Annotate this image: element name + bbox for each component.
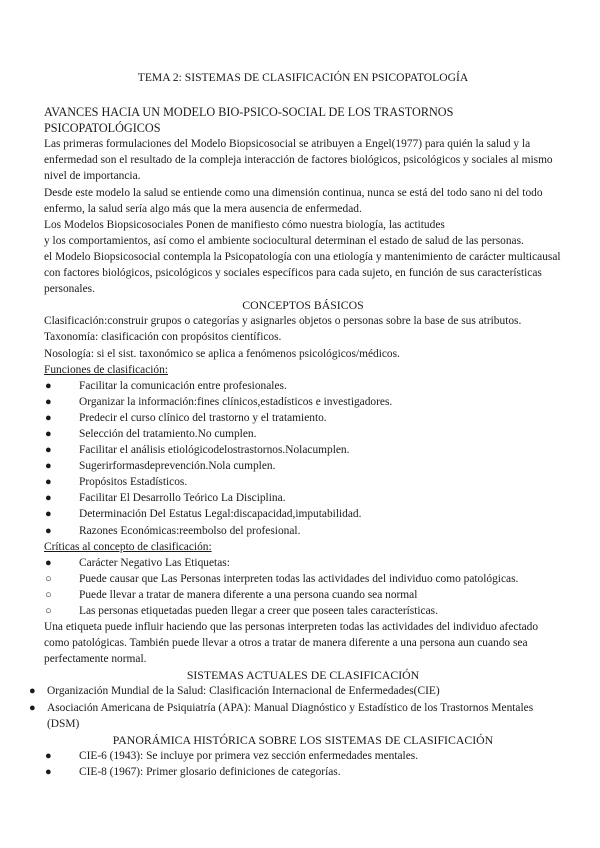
sistemas-heading: SISTEMAS ACTUALES DE CLASIFICACIÓN: [186, 668, 420, 683]
criticas-list: [44, 555, 562, 619]
list-item: [44, 523, 562, 539]
list-item-text: CIE-8 (1967): Primer glosario definiciones de categorías.: [79, 765, 341, 778]
list-item: [44, 426, 562, 442]
list-item-text: Organización Mundial de la Salud: Clasificación Internacional de Enfermedades(CIE): [47, 685, 440, 698]
bullet-icon: ●: [45, 444, 52, 457]
list-item-text: Organizar la información:fines clínicos,estadísticos e investigadores.: [79, 395, 393, 408]
list-item-text: CIE-6 (1943): Se incluye por primera vez sección enfermedades mentales.: [79, 749, 419, 762]
list-item-text: Carácter Negativo Las Etiquetas:: [79, 556, 230, 569]
bullet-icon: ●: [45, 765, 52, 778]
bullet-icon: ●: [29, 685, 36, 698]
bullet-icon: ●: [45, 524, 52, 537]
list-item: [44, 442, 562, 458]
bullet-icon: ●: [45, 476, 52, 489]
list-item-text: Facilitar El Desarrollo Teórico La Disciplina.: [79, 492, 286, 505]
avances-paragraph: Las primeras formulaciones del Modelo Biopsicosocial se atribuyen a Engel(1977) para quién la salud y la enfermedad son el resultado de la compleja interacción de factores biológicos, psicológicos y sociales al mismo nivel de importancia.: [44, 138, 553, 183]
list-item: [44, 474, 562, 490]
list-item: [44, 571, 562, 587]
list-item: [44, 587, 562, 603]
avances-paragraph: Los Modelos Biopsicosociales Ponen de manifiesto cómo nuestra biología, las actitudes: [44, 218, 445, 231]
avances-paragraph: Desde este modelo la salud se entiende como una dimensión continua, nunca se está del todo sano ni del todo enfermo, la salud sería algo más que la mera ausencia de enfermedad.: [44, 186, 543, 215]
list-item-text: Puede causar que Las Personas interpreten todas las actividades del individuo como patológicas.: [79, 572, 519, 585]
definition-line: Nosología: si el sist. taxonómico se aplica a fenómenos psicológicos/médicos.: [44, 347, 400, 360]
circle-bullet-icon: ○: [45, 605, 52, 617]
bullet-icon: ●: [45, 492, 52, 505]
list-item-text: Facilitar el análisis etiológicodelostrastornos.Nolacumplen.: [79, 444, 350, 457]
list-item-text: Puede llevar a tratar de manera diferente a una persona cuando sea normal: [79, 588, 418, 601]
panoramica-list: [44, 748, 562, 780]
list-item: [28, 683, 562, 699]
list-item-text: Sugerirformasdeprevención.Nola cumplen.: [79, 460, 276, 473]
funciones-list: [44, 378, 562, 539]
list-item-text: Propósitos Estadísticos.: [79, 476, 188, 489]
list-item-text: Asociación Americana de Psiquiatría (APA): Manual Diagnóstico y Estadístico de los Trastornos Mentales (DSM): [47, 701, 534, 730]
criticas-paragraph: Una etiqueta puede influir haciendo que las personas interpreten todas las actividades del individuo afectado como patológicas. También puede llevar a otros a tratar de manera diferente a una persona aun cuando sea perfectamente normal.: [44, 621, 539, 666]
bullet-icon: ●: [45, 411, 52, 424]
avances-paragraph: el Modelo Biopsicosocial contempla la Psicopatología con una etiología y mantenimiento de carácter multicausal con factores biológicos, psicológicos y sociales específicos para cada sujeto, en función de sus características personales.: [44, 250, 561, 296]
conceptos-heading: CONCEPTOS BÁSICOS: [242, 298, 364, 313]
avances-heading: AVANCES HACIA UN MODELO BIO-PSICO-SOCIAL DE LOS TRASTORNOS PSICOPATOLÓGICOS: [44, 105, 454, 136]
list-item: [44, 764, 562, 780]
list-item: [44, 490, 562, 506]
circle-bullet-icon: ○: [45, 588, 52, 601]
document-body: [29, 70, 562, 780]
list-item-text: Facilitar la comunicación entre profesionales.: [79, 379, 287, 392]
list-item: [44, 458, 562, 474]
list-item: [28, 700, 562, 732]
list-item: [44, 410, 562, 426]
bullet-icon: ●: [45, 395, 52, 408]
bullet-icon: ●: [45, 460, 52, 473]
sistemas-list: [28, 683, 562, 731]
list-item: [44, 394, 562, 410]
list-item-text: Selección del tratamiento.No cumplen.: [79, 427, 257, 440]
bullet-icon: ●: [45, 556, 52, 569]
panoramica-heading: PANORÁMICA HISTÓRICA SOBRE LOS SISTEMAS DE CLASIFICACIÓN: [112, 732, 494, 747]
list-item: [44, 506, 562, 522]
definition-line: Clasificación:construir grupos o categorías y asignarles objetos o personas sobre la base de sus atributos.: [44, 315, 522, 328]
bullet-icon: ●: [45, 379, 52, 392]
list-item-text: Predecir el curso clínico del trastorno y el tratamiento.: [79, 411, 327, 424]
bullet-icon: ●: [45, 749, 52, 762]
funciones-heading: Funciones de clasificación:: [44, 363, 168, 376]
list-item: [44, 603, 562, 619]
bullet-icon: ●: [29, 701, 36, 714]
definition-line: Taxonomía: clasificación con propósitos científicos.: [44, 331, 282, 344]
list-item-text: Las personas etiquetadas pueden llegar a creer que poseen tales características.: [79, 605, 438, 617]
criticas-heading: Críticas al concepto de clasificación:: [44, 540, 212, 553]
list-item-text: Determinación Del Estatus Legal:discapacidad,imputabilidad.: [79, 508, 362, 521]
list-item: [44, 748, 562, 764]
list-item: [44, 555, 562, 571]
circle-bullet-icon: ○: [45, 572, 52, 585]
document-title: TEMA 2: SISTEMAS DE CLASIFICACIÓN EN PSICOPATOLOGÍA: [137, 71, 469, 84]
list-item-text: Razones Económicas:reembolso del profesional.: [79, 524, 301, 537]
list-item: [44, 378, 562, 394]
bullet-icon: ●: [45, 508, 52, 521]
bullet-icon: ●: [45, 427, 52, 440]
avances-paragraph: y los comportamientos, así como el ambiente sociocultural determinan el estado de salud de las personas.: [44, 234, 524, 247]
